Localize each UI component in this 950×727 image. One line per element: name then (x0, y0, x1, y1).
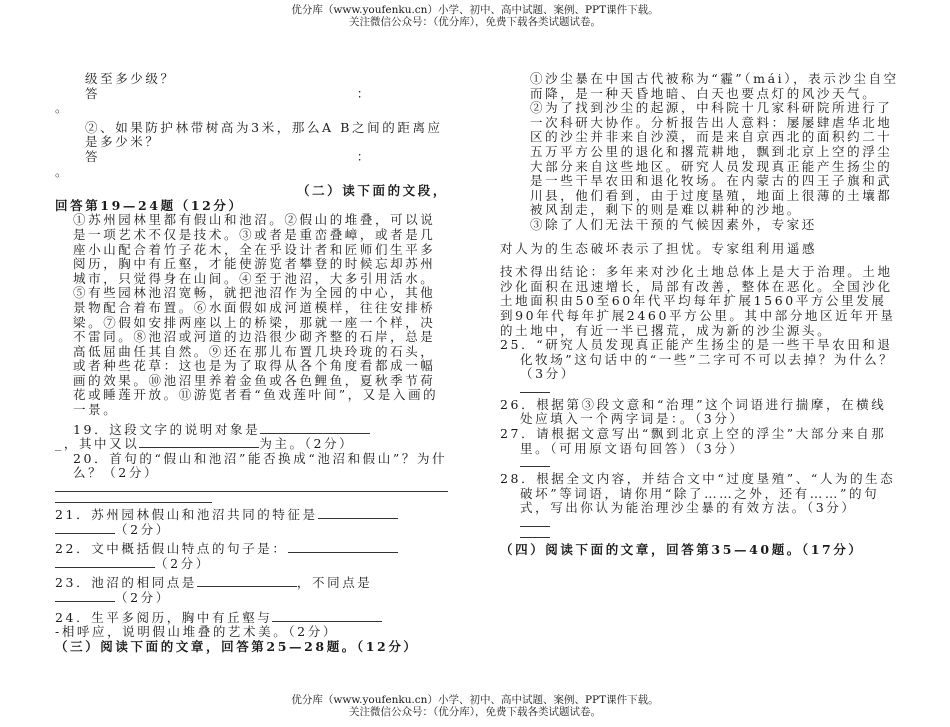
question-fragment: 级至多少级？ (85, 71, 176, 86)
question-24-cont: -相呼应，说明假山堆叠的艺术美。（2分） (55, 624, 338, 640)
question-23: 23．池沼的相同点是 ，不同点是 (55, 575, 373, 591)
section-2-title: （二）读下面的文段， (296, 183, 448, 199)
question-24: 24．生平多阅历，胸中有丘壑与 (55, 611, 448, 626)
left-column (55, 72, 448, 654)
answer-rule[interactable] (520, 456, 550, 467)
header-line-1: 优分库（www.youfenku.cn）小学、初中、高中试题、案例、PPT课件下载。 (291, 4, 659, 16)
question-19-cont: _，其中又以 为主。（2分） (55, 436, 355, 452)
right-column (500, 72, 900, 558)
question-21: 21．苏州园林假山和池沼共同的特征是 (55, 508, 448, 523)
page-header (0, 4, 950, 28)
question-21-cont: （2分） (55, 523, 448, 538)
period-mark: 。 (55, 163, 71, 179)
passage-paragraph-3-body: 技术得出结论：多年来对沙化土地总体上是大于治理。土地沙化面积在迅速增长，局部有改善，整体在恶化。全国沙化土地面积由50至60年代平均每年扩展1560平方公里发展到90年代每年扩展2460平方公里。其中部分地区近年开垦的土地中，有近一半已撂荒，成为新的沙尘源头。 (500, 264, 896, 338)
answer-line: 答 ： (85, 85, 372, 101)
question-26: 26．根据第③段文意和“治理”这个词语进行揣摩，在横线处应填入一个两字词是：。（3分） (500, 396, 887, 427)
question-25: 25．“研究人员发现真正能产生扬尘的是一些干旱农田和退化牧场”这句话中的“一些”二字可不可以去掉？为什么？（3分） (500, 337, 895, 382)
page-footer (0, 694, 950, 718)
question-27: 27．请根据文意写出“飘到北京上空的浮尘”大部分来自那里。（可用原文语句回答）（3分） (500, 426, 887, 456)
section-3-title: （三）阅读下面的文章，回答第25—28题。（12分） (55, 638, 419, 654)
header-line-2: 关注微信公众号：（优分库），免费下载各类试题试卷。 (349, 16, 601, 28)
answer-line: 答 ： (85, 148, 372, 164)
period-mark: 。 (55, 100, 71, 116)
section-2-instructions: 回答第19—24题（12分） (55, 197, 244, 213)
passage-paragraph-3-cont: 对人为的生态破坏表示了担忧。专家组利用遥感 (500, 240, 818, 256)
question-22-cont: （2分） (55, 557, 448, 572)
question-19: 19．这段文字的说明对象是 (55, 423, 448, 438)
answer-rule[interactable] (55, 492, 212, 503)
question-23-cont: （2分） (55, 591, 448, 606)
passage-paragraph-1: ①沙尘暴在中国古代被称为“霾”（mái），表示沙尘自空而降，是一种天昏地暗、白天也要点灯的风沙天气。 (530, 71, 899, 101)
question-20: 20．首句的“假山和池沼”能否换成“池沼和假山”？为什么？（2分） (73, 450, 448, 481)
question-22: 22．文中概括假山特点的句子是： (55, 542, 448, 557)
answer-rule[interactable] (520, 516, 550, 527)
footer-line-2: 关注微信公众号：（优分库），免费下载各类试题试卷。 (349, 706, 601, 718)
section-4-title: （四）阅读下面的文章，回答第35—40题。（17分） (500, 542, 864, 558)
passage-paragraph-3: ③除了人们无法干预的气候因素外，专家还 (530, 216, 817, 232)
passage-suzhou-gardens: ①苏州园林里都有假山和池沼。②假山的堆叠，可以说是一项艺术不仅是技术。③或者是重峦叠嶂，或者是几座小山配合着竹子花木，全在乎设计者和匠师们生平多阅历，胸中有丘壑，才能使游览者攀登的时候忘却苏州城市，只觉得身在山间。④至于池沼，大多引用活水。⑤有些园林池沼宽畅，就把池沼作为全园的中心，其他景物配合着布置。⑥水面假如成河道模样，往往安排桥梁。⑦假如安排两座以上的桥梁，那就一座一个样，决不雷同。⑧池沼或河道的边沿很少砌齐整的石岸，总是高低屈曲任其自然。⑨还在那儿布置几块玲珑的石头，或者种些花草：这也是为了取得从各个角度看都成一幅画的效果。⑩池沼里养着金鱼或各色鲤鱼，夏秋季节荷花或睡莲开放。⑪游览者看“鱼戏莲叶间”，又是入画的一景。 (73, 212, 439, 418)
question-28: 28．根据全文内容，并结合文中“过度垦殖”、“人为的生态破坏”等词语，请你用“除了……之外，还有……”的句式，写出你认为能治理沙尘暴的有效方法。（3分） (500, 471, 896, 516)
answer-rule[interactable] (55, 481, 448, 492)
footer-line-1: 优分库（www.youfenku.cn）小学、初中、高中试题、案例、PPT课件下载。 (291, 694, 659, 706)
answer-rule[interactable] (520, 527, 550, 538)
question-protection-forest: ②、如果防护林带树高为3米，那么A B之间的距离应是多少米？ (85, 119, 443, 150)
answer-rule[interactable] (520, 382, 550, 393)
passage-paragraph-2: ②为了找到沙尘的起源，中科院十几家科研院所进行了一次科研大协作。分析报告出人意料：屡屡肆虐华北地区的沙尘并非来自沙漠，而是来自京西北的面积约二十五万平方公里的退化和撂荒耕地，飘到北京上空的浮尘大部分来自这些地区。研究人员发现真正能产生扬尘的是一些干旱农田和退化牧场。在内蒙古的四王子旗和武川县，他们看到，由于过度垦殖，地面上很薄的土壤都被风刮走，剩下的则是难以耕种的沙地。 (530, 100, 893, 218)
